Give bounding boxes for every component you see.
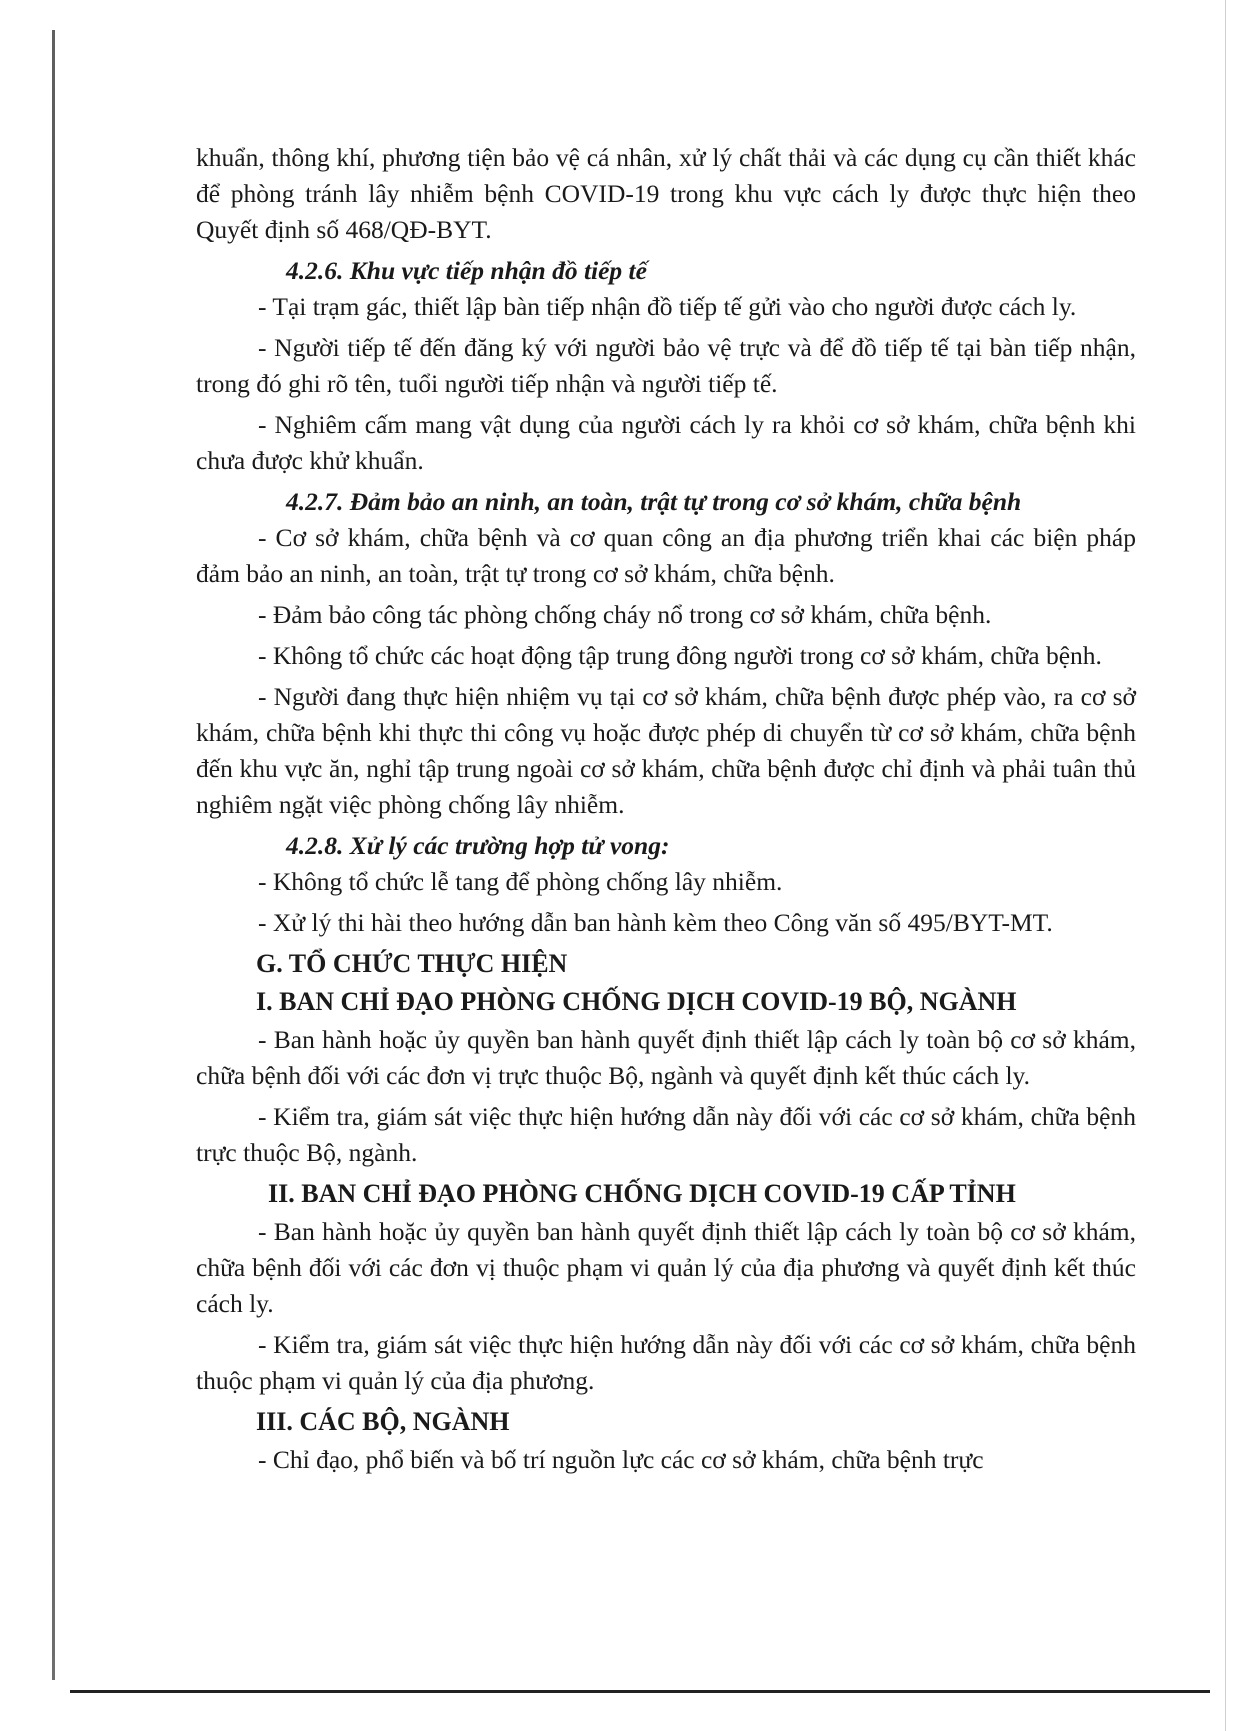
subsection-heading: 4.2.6. Khu vực tiếp nhận đồ tiếp tế <box>286 256 647 285</box>
subsection-heading: 4.2.7. Đảm bảo an ninh, an toàn, trật tự trong cơ sở khám, chữa bệnh <box>286 487 1022 516</box>
bullet-paragraph: - Xử lý thi hài theo hướng dẫn ban hành kèm theo Công văn số 495/BYT-MT. <box>258 908 1053 937</box>
section-heading: II. BAN CHỈ ĐẠO PHÒNG CHỐNG DỊCH COVID-19 CẤP TỈNH <box>268 1179 1016 1208</box>
bullet-paragraph: - Người đang thực hiện nhiệm vụ tại cơ sở khám, chữa bệnh được phép vào, ra cơ sở khám, chữa bệnh khi thực thi công vụ hoặc được phép di chuyển từ cơ sở khám, chữa bệnh đến khu vực ăn, nghỉ tập trung ngoài cơ sở khám, chữa bệnh được chỉ định và phải tuân thủ nghiêm ngặt việc phòng chống lây nhiễm. <box>196 682 1136 819</box>
bullet-paragraph: - Người tiếp tế đến đăng ký với người bảo vệ trực và để đồ tiếp tế tại bàn tiếp nhận, trong đó ghi rõ tên, tuổi người tiếp nhận và người tiếp tế. <box>196 333 1136 398</box>
footer-rule <box>70 1690 1210 1693</box>
scan-edge-left <box>52 30 55 1680</box>
bullet-paragraph: - Kiểm tra, giám sát việc thực hiện hướng dẫn này đối với các cơ sở khám, chữa bệnh trực thuộc Bộ, ngành. <box>196 1102 1136 1167</box>
bullet-paragraph: - Đảm bảo công tác phòng chống cháy nổ trong cơ sở khám, chữa bệnh. <box>258 600 992 629</box>
bullet-paragraph: - Nghiêm cấm mang vật dụng của người cách ly ra khỏi cơ sở khám, chữa bệnh khi chưa được khử khuẩn. <box>196 410 1136 475</box>
section-heading: III. CÁC BỘ, NGÀNH <box>256 1407 510 1436</box>
bullet-paragraph: - Không tổ chức lễ tang để phòng chống lây nhiễm. <box>258 867 783 896</box>
section-heading: I. BAN CHỈ ĐẠO PHÒNG CHỐNG DỊCH COVID-19 BỘ, NGÀNH <box>256 987 1017 1016</box>
subsection-heading: 4.2.8. Xử lý các trường hợp tử vong: <box>286 831 670 860</box>
paragraph-text: khuẩn, thông khí, phương tiện bảo vệ cá nhân, xử lý chất thải và các dụng cụ cần thiết khác để phòng tránh lây nhiễm bệnh COVID-19 trong khu vực cách ly được thực hiện theo Quyết định số 468/QĐ-BYT. <box>196 143 1136 244</box>
scan-edge-right <box>1225 0 1226 1731</box>
bullet-paragraph: - Chỉ đạo, phổ biến và bố trí nguồn lực các cơ sở khám, chữa bệnh trực <box>258 1445 984 1474</box>
bullet-paragraph: - Tại trạm gác, thiết lập bàn tiếp nhận đồ tiếp tế gửi vào cho người được cách ly. <box>258 292 1077 321</box>
bullet-paragraph: - Kiểm tra, giám sát việc thực hiện hướng dẫn này đối với các cơ sở khám, chữa bệnh thuộc phạm vi quản lý của địa phương. <box>196 1330 1136 1395</box>
bullet-paragraph: - Không tổ chức các hoạt động tập trung đông người trong cơ sở khám, chữa bệnh. <box>258 641 1102 670</box>
bullet-paragraph: - Ban hành hoặc ủy quyền ban hành quyết định thiết lập cách ly toàn bộ cơ sở khám, chữa bệnh đối với các đơn vị trực thuộc Bộ, ngành và quyết định kết thúc cách ly. <box>196 1025 1136 1090</box>
document-body <box>196 140 1136 1483</box>
bullet-paragraph: - Ban hành hoặc ủy quyền ban hành quyết định thiết lập cách ly toàn bộ cơ sở khám, chữa bệnh đối với các đơn vị thuộc phạm vi quản lý của địa phương và quyết định kết thúc cách ly. <box>196 1217 1136 1318</box>
bullet-paragraph: - Cơ sở khám, chữa bệnh và cơ quan công an địa phương triển khai các biện pháp đảm bảo an ninh, an toàn, trật tự trong cơ sở khám, chữa bệnh. <box>196 523 1136 588</box>
section-heading: G. TỔ CHỨC THỰC HIỆN <box>256 949 568 978</box>
